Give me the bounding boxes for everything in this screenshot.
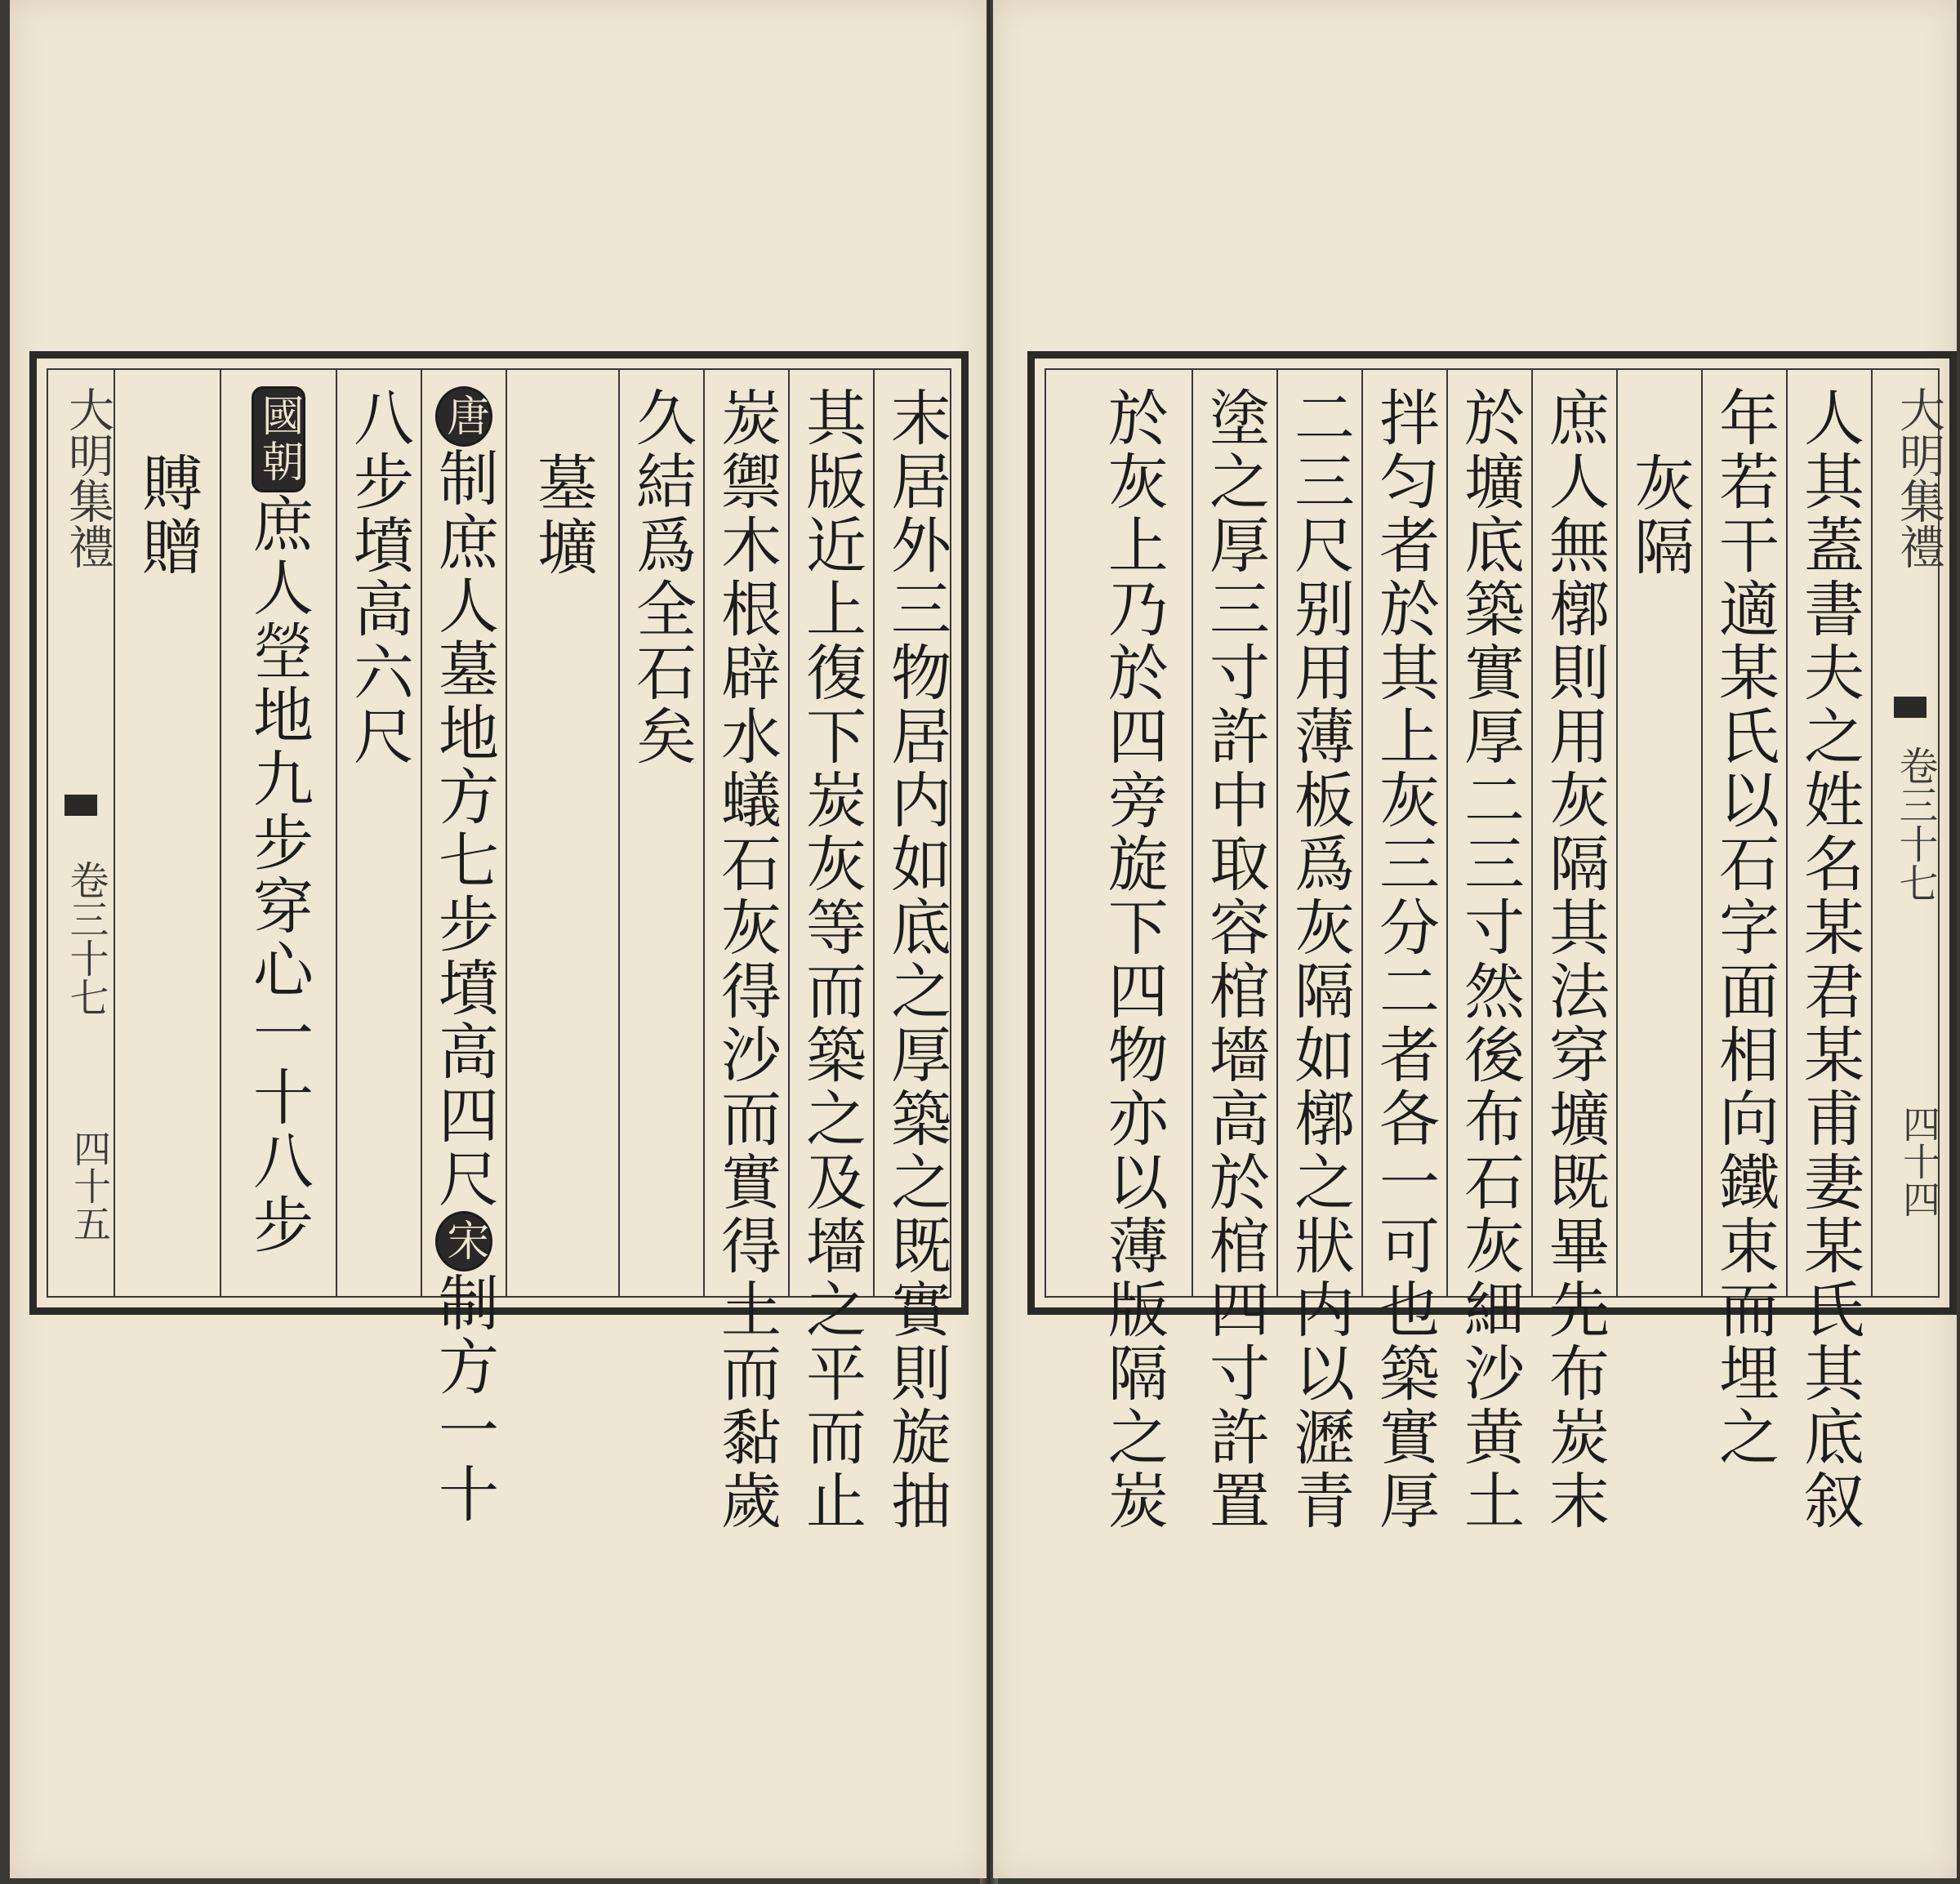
left-col-6-body: 制庶人墓地方七步墳高四尺	[429, 447, 499, 1211]
left-folio: 四十五	[68, 1129, 112, 1242]
left-fish-tail	[65, 795, 97, 816]
left-col-4	[618, 370, 703, 1296]
right-col-5-text: 於壙底築實厚二三寸然後布石灰細沙黄土	[1454, 386, 1525, 1533]
left-margin-header: 大明集禮	[61, 386, 114, 569]
left-page	[10, 0, 987, 1878]
right-inner-frame	[1045, 368, 1945, 1533]
right-folio: 四十四	[1897, 1105, 1941, 1218]
left-margin-col	[48, 370, 114, 1296]
left-col-6-body2: 制方一十	[429, 1272, 499, 1526]
left-inner-frame	[47, 368, 951, 1533]
left-margin-volume: 卷三十七	[63, 860, 109, 1017]
left-heading-fuzeng: 賻贈	[132, 452, 203, 579]
right-text-frame	[1027, 351, 1957, 1533]
left-col-1	[873, 370, 958, 1533]
left-col-3	[703, 370, 788, 1533]
left-col-2-text: 其版近上復下炭灰等而築之及墻之平而止	[796, 386, 866, 1533]
left-col-8-text	[243, 386, 314, 1257]
right-col-5	[1446, 370, 1531, 1533]
seal-song: 宋	[435, 1211, 492, 1272]
left-col-7	[336, 370, 421, 1296]
right-heading-huige: 灰隔	[1624, 452, 1695, 579]
right-col-9-text: 於灰上乃於四旁旋下四物亦以薄版隔之炭	[1098, 386, 1169, 1533]
left-col-8	[220, 370, 336, 1296]
right-fish-tail	[1894, 697, 1927, 718]
right-margin-header: 大明集禮	[1892, 386, 1945, 569]
right-col-7-text: 二三尺别用薄板爲灰隔如槨之狀内以瀝青	[1285, 386, 1355, 1533]
right-col-7	[1276, 370, 1361, 1533]
right-col-4	[1531, 370, 1616, 1533]
right-margin-volume: 卷三十七	[1892, 746, 1938, 902]
left-col-1-text: 末居外三物居内如底之厚築之既實則旋抽	[881, 386, 951, 1533]
left-col-7-text: 八步墳高六尺	[344, 386, 414, 768]
left-col-5	[506, 370, 618, 1296]
seal-guochao: 國朝	[252, 386, 305, 492]
left-text-frame	[29, 351, 969, 1533]
right-col-1-text: 人其蓋書夫之姓名某君某甫妻某氏其底叙	[1794, 386, 1864, 1533]
right-col-8	[1192, 370, 1276, 1533]
right-margin-col	[1871, 370, 1946, 1296]
left-col-3-text: 炭禦木根辟水蟻石灰得沙而實得土而黏歲	[711, 386, 782, 1533]
seal-tang: 唐	[435, 386, 492, 447]
right-page	[993, 0, 1957, 1878]
left-col-2	[788, 370, 873, 1533]
right-col-1	[1786, 370, 1871, 1533]
left-col-4-text: 久結爲全石矣	[626, 386, 697, 768]
right-col-3	[1616, 370, 1701, 1296]
right-col-6	[1361, 370, 1446, 1533]
left-col-8-body: 庶人塋地九步穿心一十八步	[243, 492, 314, 1257]
left-col-6	[421, 370, 506, 1526]
left-heading-muguang: 墓壙	[528, 452, 598, 579]
right-col-6-text: 拌匀者於其上灰三分二者各一可也築實厚	[1370, 386, 1440, 1533]
right-col-9	[1046, 370, 1192, 1533]
right-col-2	[1701, 370, 1786, 1469]
right-col-2-text: 年若干適某氏以石字面相向鐵束而埋之	[1709, 386, 1780, 1469]
right-col-8-text: 塗之厚三寸許中取容棺墻高於棺四寸許置	[1200, 386, 1270, 1533]
left-col-6-text	[429, 386, 499, 1526]
left-col-9	[114, 370, 220, 1296]
right-col-4-text: 庶人無槨則用灰隔其法穿壙既畢先布炭末	[1539, 386, 1610, 1533]
